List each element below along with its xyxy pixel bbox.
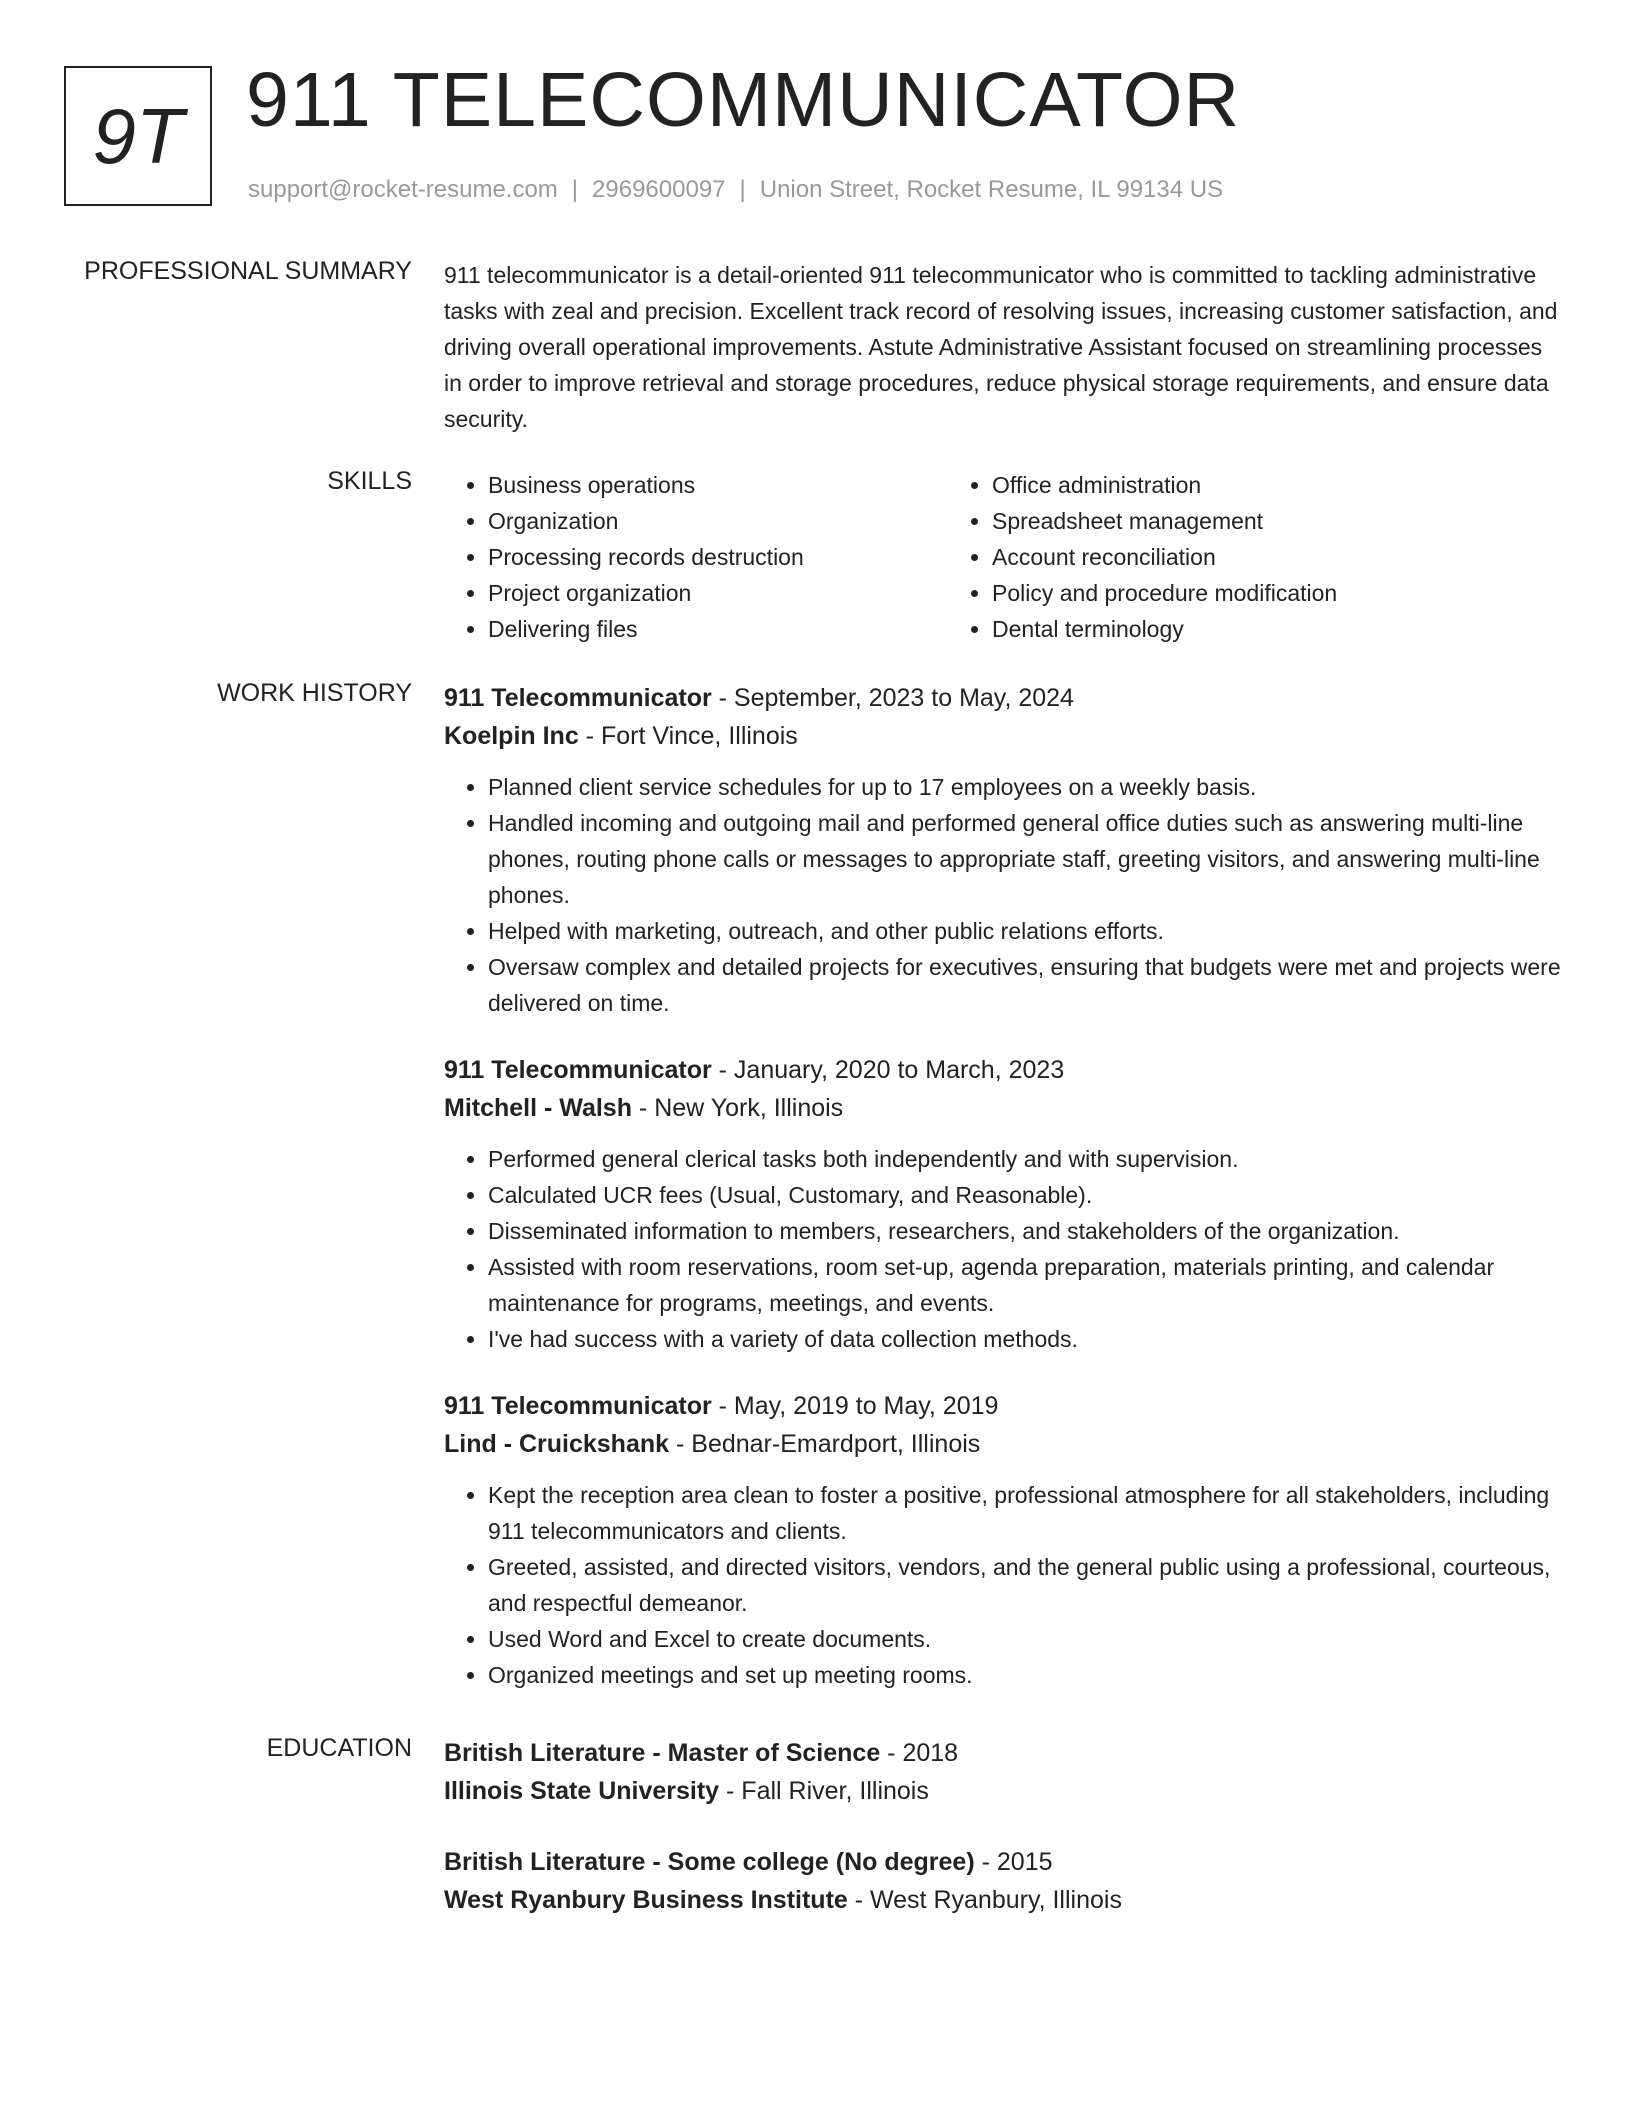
contact-separator: | xyxy=(571,176,579,203)
job-company-line xyxy=(444,1425,1564,1463)
section-label-summary: PROFESSIONAL SUMMARY xyxy=(84,257,412,285)
contact-address: Union Street, Rocket Resume, IL 99134 US xyxy=(759,176,1224,203)
job-bullets xyxy=(444,1477,1564,1693)
section-label-skills: SKILLS xyxy=(327,467,412,495)
job-bullet: • Helped with marketing, outreach, and other public relations efforts. xyxy=(488,913,1564,949)
job-title: 911 Telecommunicator xyxy=(444,684,712,712)
skill-item: • Processing records destruction xyxy=(488,539,944,575)
contact-phone[interactable]: 2969600097 xyxy=(592,176,726,203)
edu-year: - 2018 xyxy=(880,1739,959,1767)
job-bullets xyxy=(444,769,1564,1021)
job-bullet: • Disseminated information to members, researchers, and stakeholders of the organization. xyxy=(488,1213,1564,1249)
edu-degree: British Literature - Master of Science xyxy=(444,1739,881,1767)
job-bullet: • Organized meetings and set up meeting rooms. xyxy=(488,1657,1564,1693)
summary-text: 911 telecommunicator is a detail-oriented 911 telecommunicator who is committed to tackling administrative tasks with zeal and precision. Excellent track record of resolving issues, increasing customer satisfaction, and driving overall operational improvements. Astute Administrative Assistant focused on streamlining processes in order to improve retrieval and storage procedures, reduce physical storage requirements, and ensure data security. xyxy=(444,262,1558,432)
education-entry xyxy=(444,1843,1564,1919)
job-bullet: • Handled incoming and outgoing mail and performed general office duties such as answering multi-line phones, routing phone calls or messages to appropriate staff, greeting visitors, and answering multi-line phones. xyxy=(488,805,1564,913)
job-title-line xyxy=(444,679,1564,717)
job-dates: - January, 2020 to March, 2023 xyxy=(711,1056,1065,1084)
section-label-education: EDUCATION xyxy=(266,1734,412,1762)
skill-item: • Organization xyxy=(488,503,944,539)
contact-line xyxy=(248,176,1223,204)
job-bullet: • Used Word and Excel to create documents. xyxy=(488,1621,1564,1657)
job-company: Koelpin Inc xyxy=(444,722,579,750)
edu-degree-line xyxy=(444,1843,1564,1881)
edu-school: Illinois State University xyxy=(444,1777,720,1805)
job-location: - Bednar-Emardport, Illinois xyxy=(669,1430,981,1458)
job-bullet: • Greeted, assisted, and directed visitors, vendors, and the general public using a professional, courteous, and respectful demeanor. xyxy=(488,1549,1564,1621)
job-title-line xyxy=(444,1387,1564,1425)
resume-name: 911 TELECOMMUNICATOR xyxy=(246,57,1241,143)
skill-item: • Dental terminology xyxy=(992,611,1508,647)
contact-email[interactable]: support@rocket-resume.com xyxy=(248,176,558,203)
job-entry xyxy=(444,679,1564,1021)
education-entry xyxy=(444,1734,1564,1810)
skill-item: • Business operations xyxy=(488,467,944,503)
edu-location: - West Ryanbury, Illinois xyxy=(847,1886,1122,1914)
skill-item: • Office administration xyxy=(992,467,1508,503)
edu-school-line xyxy=(444,1881,1564,1919)
job-bullet: • Kept the reception area clean to foster a positive, professional atmosphere for all stakeholders, including 911 telecommunicators and clients. xyxy=(488,1477,1564,1549)
edu-degree: British Literature - Some college (No degree) xyxy=(444,1848,975,1876)
skill-item: • Account reconciliation xyxy=(992,539,1508,575)
job-company-line xyxy=(444,1089,1564,1127)
job-bullet: • Assisted with room reservations, room set-up, agenda preparation, materials printing, and calendar maintenance for programs, meetings, and events. xyxy=(488,1249,1564,1321)
job-entry xyxy=(444,1387,1564,1693)
edu-year: - 2015 xyxy=(974,1848,1053,1876)
job-title: 911 Telecommunicator xyxy=(444,1056,712,1084)
skill-item: • Delivering files xyxy=(488,611,944,647)
job-location: - Fort Vince, Illinois xyxy=(578,722,798,750)
job-bullet: • Planned client service schedules for up to 17 employees on a weekly basis. xyxy=(488,769,1564,805)
job-company: Mitchell - Walsh xyxy=(444,1094,632,1122)
skills-column-left xyxy=(444,467,944,647)
edu-school-line xyxy=(444,1772,1564,1810)
job-dates: - September, 2023 to May, 2024 xyxy=(711,684,1074,712)
job-company: Lind - Cruickshank xyxy=(444,1430,670,1458)
skills-list xyxy=(444,467,1564,647)
skills-column-right xyxy=(948,467,1508,647)
job-location: - New York, Illinois xyxy=(631,1094,844,1122)
job-bullets xyxy=(444,1141,1564,1357)
job-bullet: • Oversaw complex and detailed projects for executives, ensuring that budgets were met and projects were delivered on time. xyxy=(488,949,1564,1021)
edu-school: West Ryanbury Business Institute xyxy=(444,1886,848,1914)
job-dates: - May, 2019 to May, 2019 xyxy=(711,1392,999,1420)
contact-separator: | xyxy=(739,176,746,203)
skill-item: • Spreadsheet management xyxy=(992,503,1508,539)
job-title-line xyxy=(444,1051,1564,1089)
monogram-text: 9T xyxy=(92,91,184,180)
skill-item: • Policy and procedure modification xyxy=(992,575,1508,611)
skill-item: • Project organization xyxy=(488,575,944,611)
job-company-line xyxy=(444,717,1564,755)
job-entry xyxy=(444,1051,1564,1357)
job-bullet: • Performed general clerical tasks both independently and with supervision. xyxy=(488,1141,1564,1177)
job-bullet: • Calculated UCR fees (Usual, Customary, and Reasonable). xyxy=(488,1177,1564,1213)
monogram-logo xyxy=(64,66,212,206)
job-bullet: • I've had success with a variety of data collection methods. xyxy=(488,1321,1564,1357)
edu-location: - Fall River, Illinois xyxy=(719,1777,929,1805)
edu-degree-line xyxy=(444,1734,1564,1772)
job-title: 911 Telecommunicator xyxy=(444,1392,712,1420)
section-label-work-history: WORK HISTORY xyxy=(217,679,412,707)
